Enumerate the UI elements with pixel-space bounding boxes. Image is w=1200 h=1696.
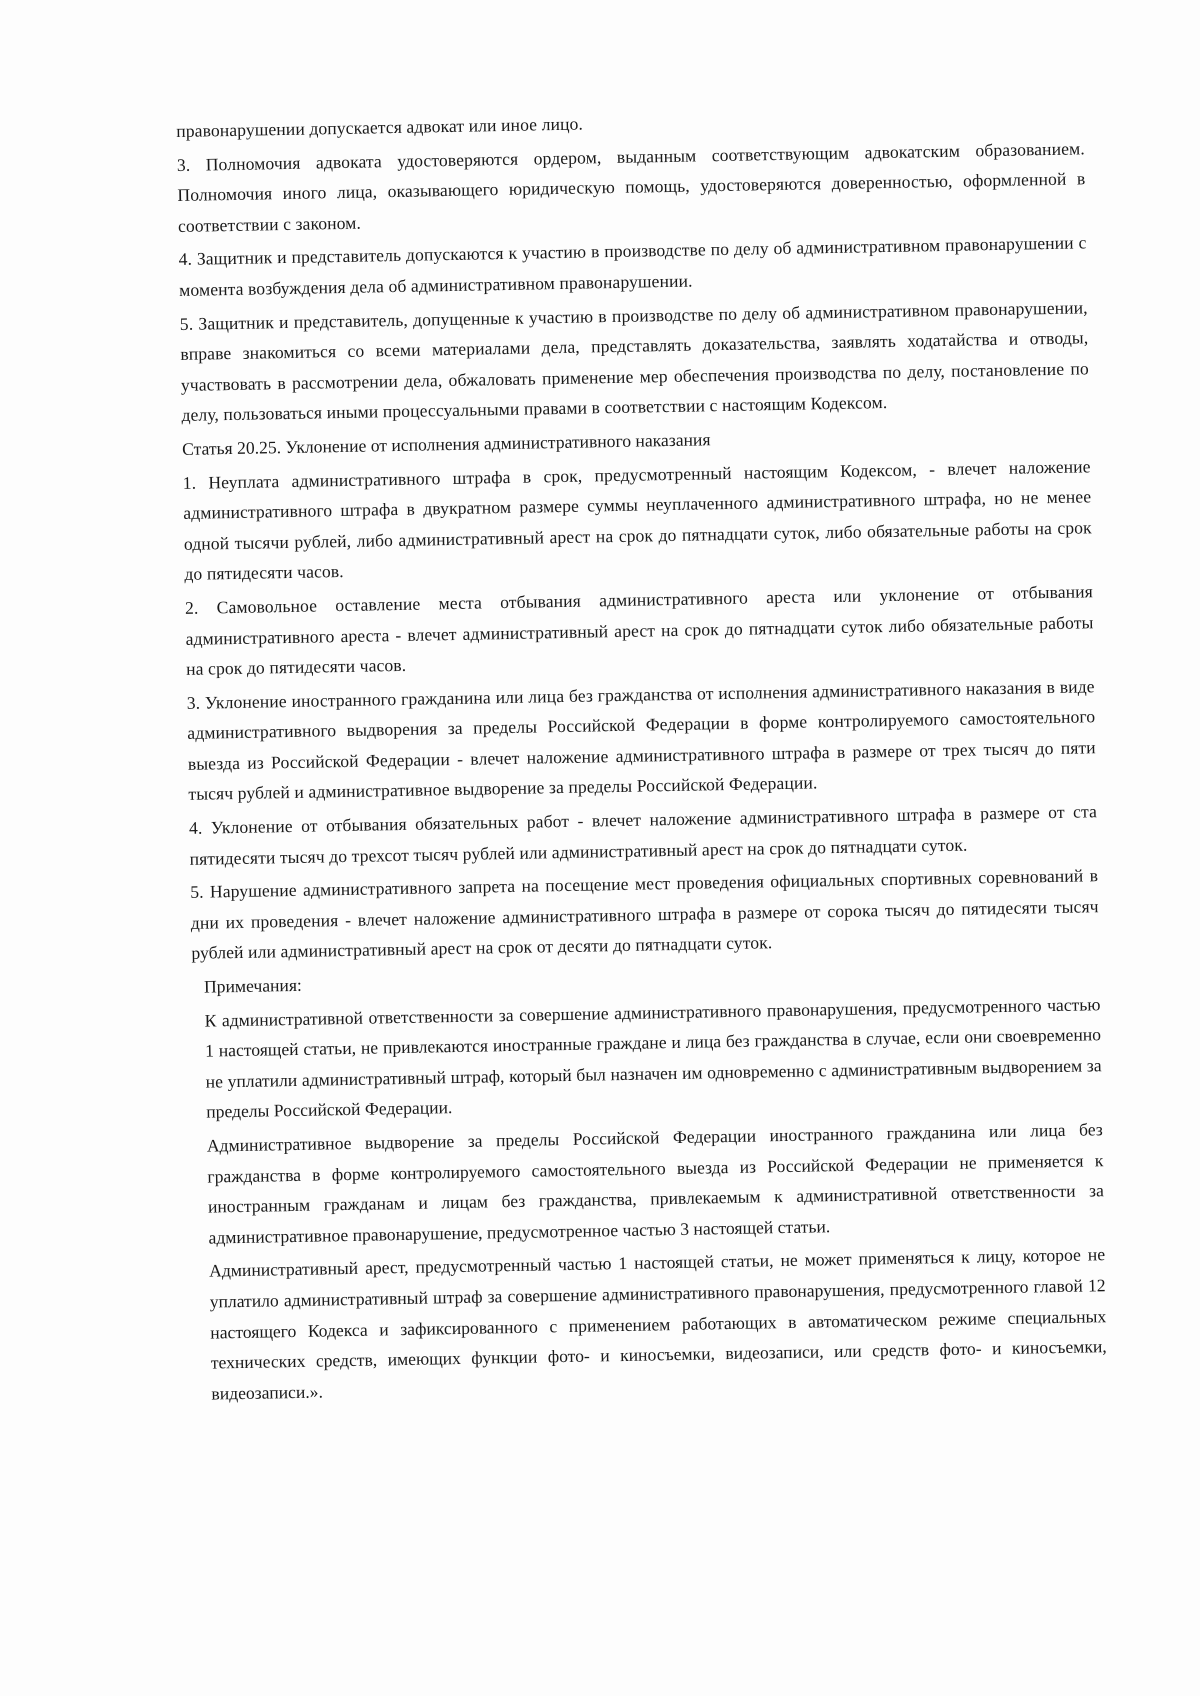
article-part-3: 3. Уклонение иностранного гражданина или лица без гражданства от исполнения административного наказания в виде административного выдворения за пределы Российской Федерации в форме контролируемого самостоятельного выезда из Российской Федерации - влечет наложение административного штрафа в размере от трех тысяч до пяти тысяч рублей и административное выдворение за пределы Российской Федерации. — [186, 675, 1096, 805]
paragraph-4-admission: 4. Защитник и представитель допускаются к участию в производстве по делу об административном правонарушении с момента возбуждения дела об административном правонарушении. — [178, 232, 1087, 300]
note-1: К административной ответственности за совершение административного правонарушения, предусмотренного частью 1 настоящей статьи, не привлекаются иностранные граждане и лица без гражданства в случае, если они своевременно не уплатили административный штраф, который был назначен им одновременно с административным выдворением за пределы Российской Федерации. — [204, 993, 1102, 1123]
document-body — [176, 99, 1108, 1412]
note-2: Административное выдворение за пределы Российской Федерации иностранного гражданина или лица без гражданства в форме контролируемого самостоятельного выезда из Российской Федерации не применяется к иностранным гражданам и лицам без гражданства, привлекаемым к административной ответственности за административное правонарушение, предусмотренное частью 3 настоящей статьи. — [206, 1119, 1105, 1248]
intro-tail: правонарушении допускается адвокат или иное лицо. — [176, 113, 584, 141]
article-part-1: 1. Неуплата административного штрафа в срок, предусмотренный настоящим Кодексом, - влечет наложение административного штрафа в двукратном размере суммы неуплаченного административного штрафа, но не менее одной тысячи рублей, либо административный арест на срок до пятнадцати суток, либо обязательные работы на срок до пятидесяти часов. — [182, 455, 1092, 585]
paragraph-5-rights: 5. Защитник и представитель, допущенные к участию в производстве по делу об административном правонарушении, вправе знакомиться со всеми материалами дела, представлять доказательства, заявлять ходатайства и отводы, участвовать в рассмотрении дела, обжаловать применение мер обеспечения производства по делу, постановление по делу, пользоваться иными процессуальными правами в соответствии с настоящим Кодексом. — [179, 296, 1089, 426]
article-part-4: 4. Уклонение от отбывания обязательных работ - влечет наложение административного штрафа в размере от ста пятидесяти тысяч до трехсот тысяч рублей или административный арест на срок до пятнадцати суток. — [188, 801, 1098, 869]
article-part-5: 5. Нарушение административного запрета на посещение мест проведения официальных спортивных соревнований в дни их проведения - влечет наложение административного штрафа в размере от сорока тысяч до пятидесяти тысяч рублей или административный арест на срок от десяти до пятнадцати суток. — [190, 865, 1099, 964]
paragraph-3-advocate-authority: 3. Полномочия адвоката удостоверяются ордером, выданным соответствующим адвокатским образованием. Полномочия иного лица, оказывающего юридическую помощь, удостоверяются доверенностью, оформленной в соответствии с законом. — [176, 137, 1086, 236]
notes-title: Примечания: — [203, 974, 303, 997]
article-title: Статья 20.25. Уклонение от исполнения административного наказания — [181, 429, 711, 459]
note-3: Административный арест, предусмотренный частью 1 настоящей статьи, не может применяться к лицу, которое не уплатило административный штраф за совершение административного правонарушения, предусмотренного главой 12 настоящего Кодекса и зафиксированного с применением работающих в автоматическом режиме специальных технических средств, имеющих функции фото- и киносъемки, видеозаписи, или средств фото- и киносъемки, видеозаписи.». — [208, 1244, 1107, 1404]
article-part-2: 2. Самовольное оставление места отбывания административного ареста или уклонение от отбывания административного ареста - влечет административный арест на срок до пятнадцати суток либо обязательные работы на срок до пятидесяти часов. — [184, 581, 1094, 679]
